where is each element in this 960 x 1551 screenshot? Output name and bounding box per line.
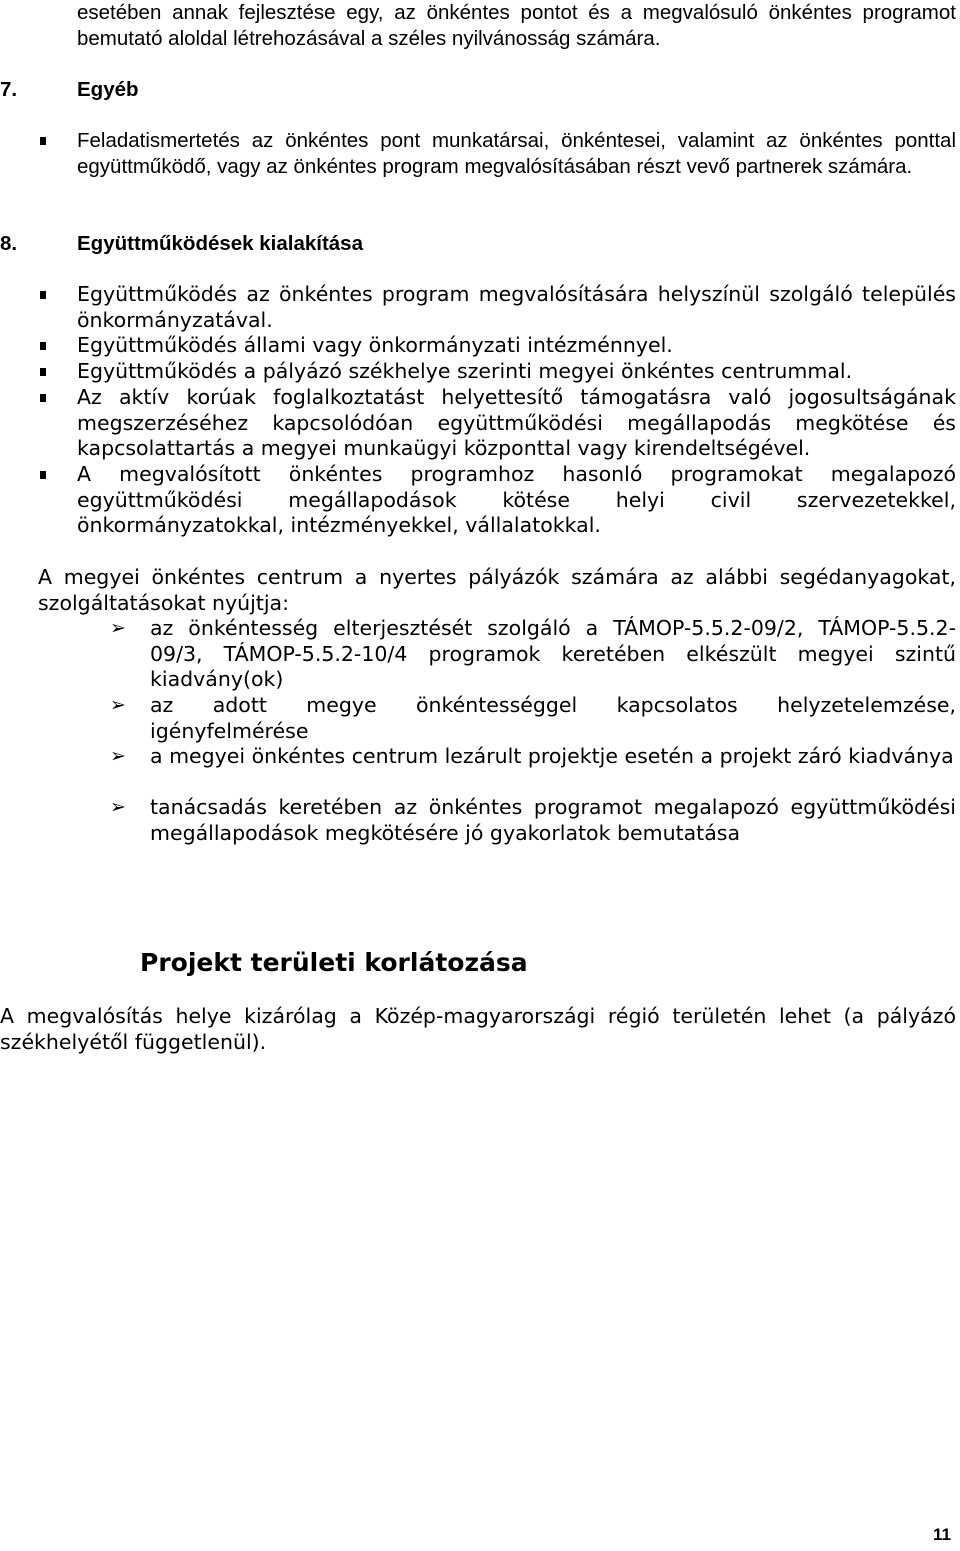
section-7-title: Egyéb xyxy=(77,78,139,101)
centre-paragraph: A megyei önkéntes centrum a nyertes pályázók számára az alábbi segédanyagokat, szolgáltatásokat nyújtja: xyxy=(38,565,956,615)
arrowhead-bullet-icon: ➢ xyxy=(110,745,126,767)
arrowhead-bullet-icon: ➢ xyxy=(110,694,126,716)
page-number: 11 xyxy=(933,1525,951,1544)
intro-paragraph: esetében annak fejlesztése egy, az önkéntes pontot és a megvalósuló önkéntes programot bemutató aloldal létrehozásával a széles nyilvánosság számára. xyxy=(77,1,956,50)
territory-heading: Projekt területi korlátozása xyxy=(140,948,528,977)
arrowhead-bullet-icon: ➢ xyxy=(110,796,126,818)
black-square-bullet-icon xyxy=(40,368,46,376)
section-7-item: Feladatismertetés az önkéntes pont munkatársai, önkéntesei, valamint az önkéntes ponttal együttműködő, vagy az önkéntes program megvalósításában részt vevő partnerek számára. xyxy=(77,129,956,178)
territory-paragraph: A megvalósítás helye kizárólag a Közép-magyarországi régió területén lehet (a pályázó székhelyétől függetlenül). xyxy=(0,1004,956,1054)
section-8-item: Együttműködés a pályázó székhelye szerinti megyei önkéntes centrummal. xyxy=(77,359,853,383)
section-8-item: Együttműködés állami vagy önkormányzati intézménnyel. xyxy=(77,333,673,357)
section-8-item: A megvalósított önkéntes programhoz hasonló programokat megalapozó együttműködési megállapodások kötése helyi civil szervezetekkel, önkormányzatokkal, intézményekkel, vállalatokkal. xyxy=(77,462,956,538)
section-8-item: Együttműködés az önkéntes program megvalósítására helyszínül szolgáló település önkormányzatával. xyxy=(77,282,956,332)
centre-list-item: az önkéntesség elterjesztését szolgáló a TÁMOP-5.5.2-09/2, TÁMOP-5.5.2-09/3, TÁMOP-5.5.2-10/4 programok keretében elkészült megyei szintű kiadvány(ok) xyxy=(150,616,956,692)
centre-list-item: tanácsadás keretében az önkéntes programot megalapozó együttműködési megállapodások megkötésére jó gyakorlatok bemutatása xyxy=(150,795,956,845)
black-square-bullet-icon xyxy=(40,291,46,299)
black-square-bullet-icon xyxy=(40,137,46,145)
section-8-item: Az aktív korúak foglalkoztatást helyettesítő támogatásra való jogosultságának megszerzéséhez kapcsolódóan együttműködési megállapodás megkötése és kapcsolattartás a megyei munkaügyi központtal vagy kirendeltségével. xyxy=(77,385,956,461)
arrowhead-bullet-icon: ➢ xyxy=(110,617,126,639)
section-7-number: 7. xyxy=(0,78,18,101)
black-square-bullet-icon xyxy=(40,394,46,402)
black-square-bullet-icon xyxy=(40,342,46,350)
section-8-number: 8. xyxy=(0,232,18,255)
centre-list-item: az adott megye önkéntességgel kapcsolatos helyzetelemzése, igényfelmérése xyxy=(150,693,956,743)
centre-list-item: a megyei önkéntes centrum lezárult projektje esetén a projekt záró kiadványa xyxy=(150,744,954,768)
section-8-title: Együttműködések kialakítása xyxy=(77,232,363,255)
black-square-bullet-icon xyxy=(40,471,46,479)
